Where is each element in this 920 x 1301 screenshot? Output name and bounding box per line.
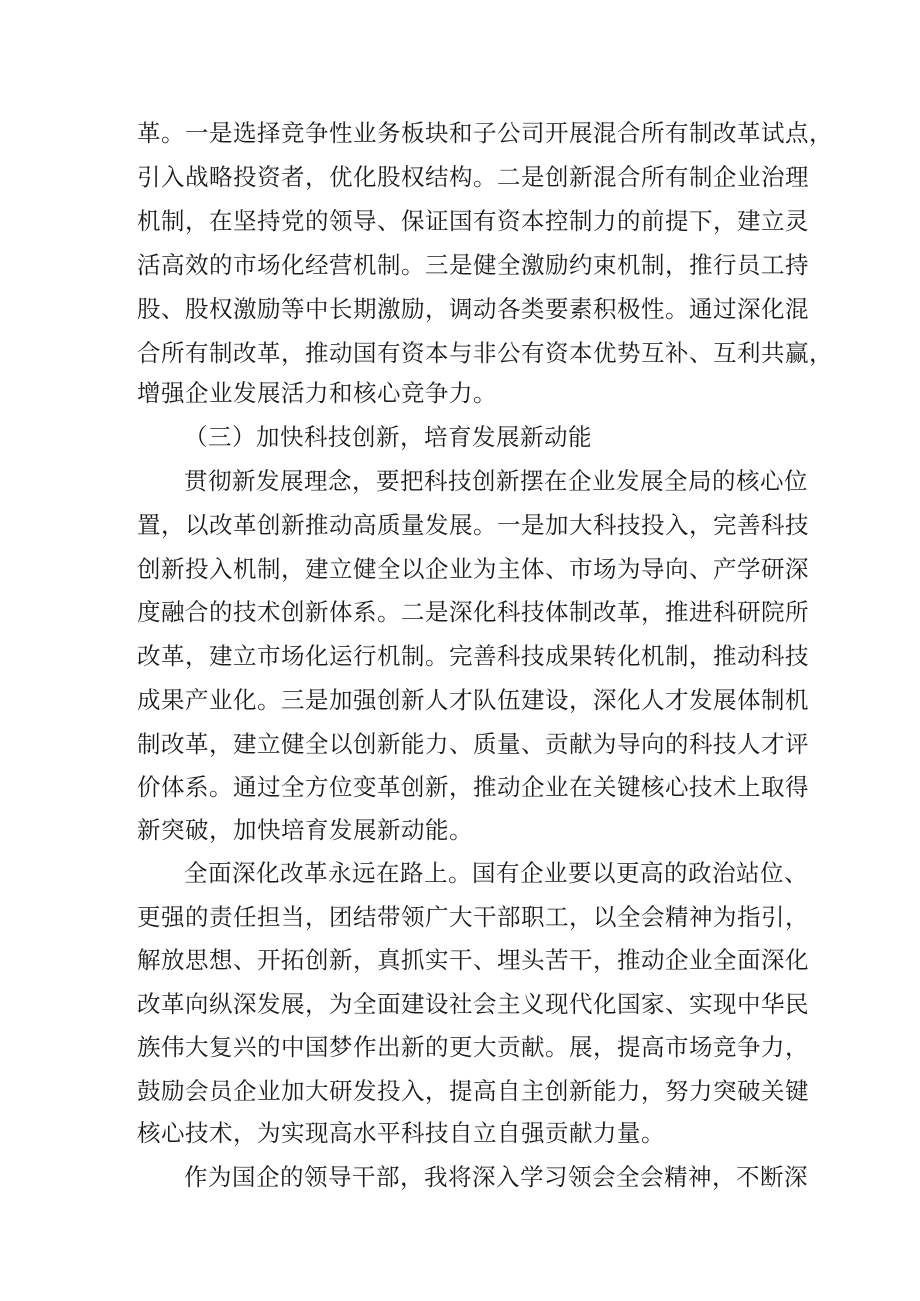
paragraph-first-line: 贯彻新发展理念，要把科技创新摆在企业发展全局的核心位 (184, 467, 808, 495)
body-text-line: 新突破，加快培育发展新动能。 (137, 816, 473, 844)
body-text-line: 活高效的市场化经营机制。三是健全激励约束机制，推行员工持 (137, 251, 809, 279)
body-text-line: 核心技术，为实现高水平科技自立自强贡献力量。 (137, 1119, 665, 1147)
section-heading: （三）加快科技创新，培育发展新动能 (184, 423, 592, 451)
body-text-line: 鼓励会员企业加大研发投入，提高自主创新能力，努力突破关键 (137, 1077, 809, 1105)
body-text-line: 革。一是选择竞争性业务板块和子公司开展混合所有制改革试点， (137, 119, 833, 147)
paragraph-first-line: 作为国企的领导干部，我将深入学习领会全会精神，不断深 (184, 1163, 808, 1191)
body-text-line: 度融合的技术创新体系。二是深化科技体制改革，推进科研院所 (137, 598, 809, 626)
body-text-line: 股、股权激励等中长期激励，调动各类要素积极性。通过深化混 (137, 295, 809, 323)
body-text-line: 价体系。通过全方位变革创新，推动企业在关键核心技术上取得 (137, 773, 809, 801)
paragraph-first-line: 全面深化改革永远在路上。国有企业要以更高的政治站位、 (184, 859, 808, 887)
body-text-line: 更强的责任担当，团结带领广大干部职工，以全会精神为指引， (137, 903, 809, 931)
body-text-line: 解放思想、开拓创新，真抓实干、埋头苦干，推动企业全面深化 (137, 946, 809, 974)
body-text-line: 族伟大复兴的中国梦作出新的更大贡献。展，提高市场竞争力， (137, 1033, 809, 1061)
body-text-line: 改革，建立市场化运行机制。完善科技成果转化机制，推动科技 (137, 642, 809, 670)
body-text-line: 引入战略投资者，优化股权结构。二是创新混合所有制企业治理 (137, 163, 809, 191)
body-text-line: 机制，在坚持党的领导、保证国有资本控制力的前提下，建立灵 (137, 207, 809, 235)
body-text-line: 改革向纵深发展，为全面建设社会主义现代化国家、实现中华民 (137, 990, 809, 1018)
body-text-line: 创新投入机制，建立健全以企业为主体、市场为导向、产学研深 (137, 555, 809, 583)
body-text-line: 合所有制改革，推动国有资本与非公有资本优势互补、互利共赢， (137, 339, 833, 367)
body-text-line: 成果产业化。三是加强创新人才队伍建设，深化人才发展体制机 (137, 686, 809, 714)
body-text-line: 增强企业发展活力和核心竞争力。 (137, 379, 497, 407)
body-text-line: 置，以改革创新推动高质量发展。一是加大科技投入，完善科技 (137, 511, 809, 539)
body-text-line: 制改革，建立健全以创新能力、质量、贡献为导向的科技人才评 (137, 730, 809, 758)
